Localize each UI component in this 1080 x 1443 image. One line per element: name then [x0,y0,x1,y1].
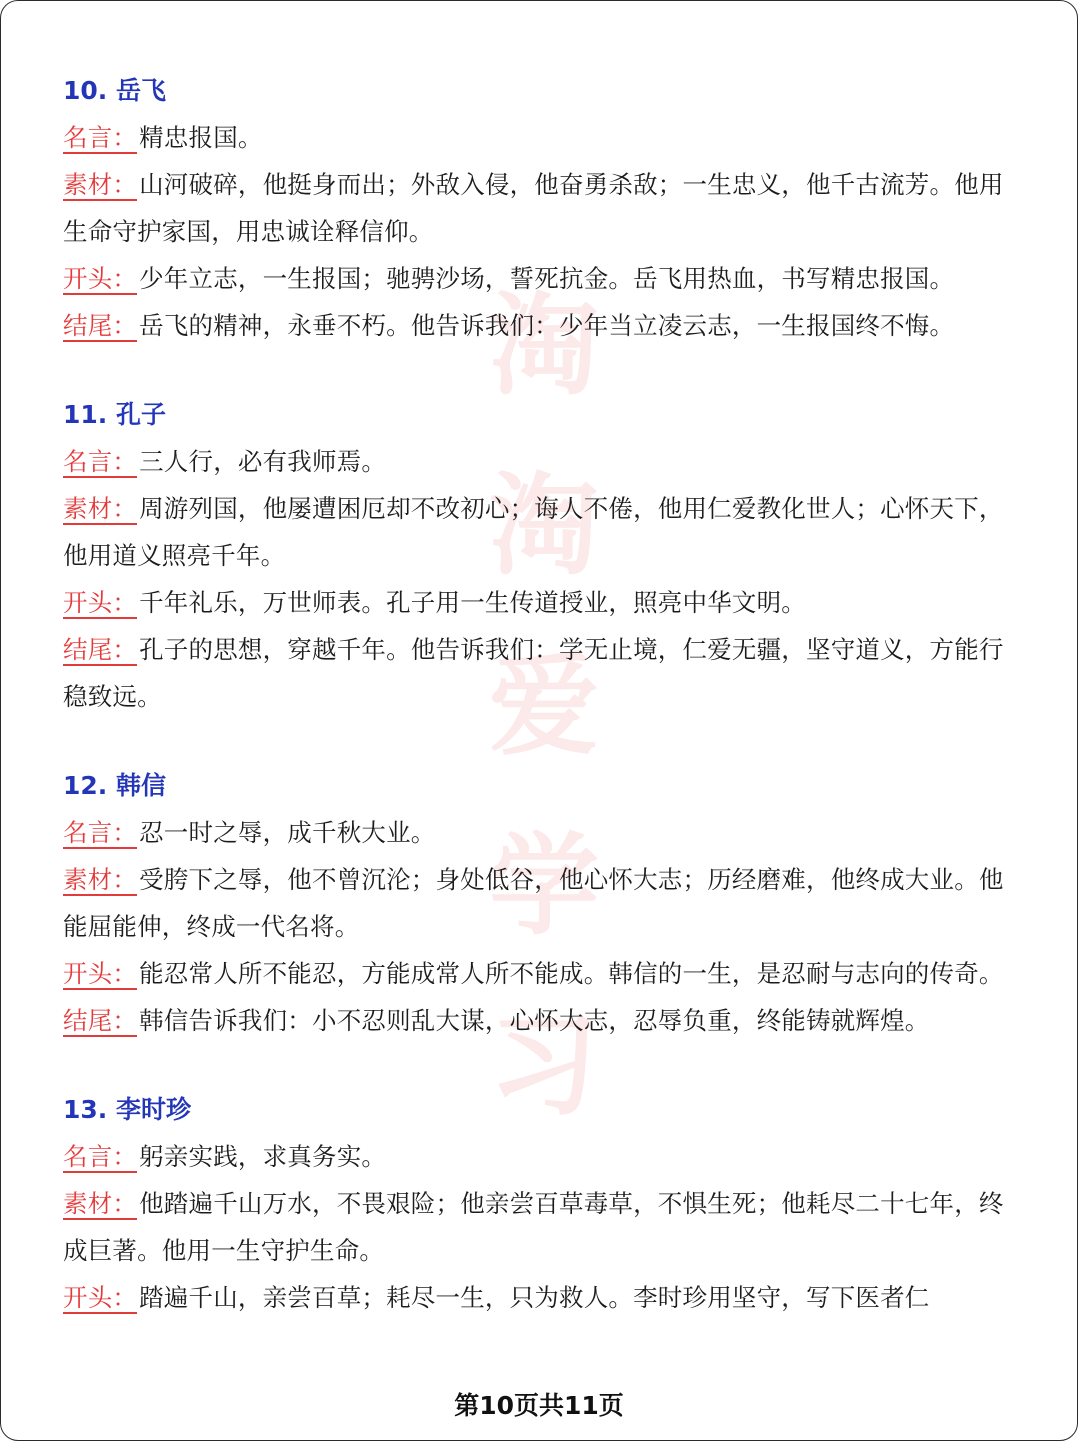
opening-paragraph [63,950,1017,997]
quote-tag: 名言： [63,123,138,152]
material-tag: 素材： [63,494,138,523]
opening-text: 少年立志，一生报国；驰骋沙场，誓死抗金。岳飞用热血，书写精忠报国。 [139,264,955,293]
quote-tag: 名言： [63,447,138,476]
section-han-xin [63,762,1017,1044]
section-title: 12. 韩信 [63,771,166,800]
quote-tag: 名言： [63,1142,138,1171]
section-yue-fei [63,67,1017,349]
ending-text: 韩信告诉我们：小不忍则乱大谋，心怀大志，忍辱负重，终能铸就辉煌。 [139,1006,930,1035]
ending-tag: 结尾： [63,635,138,664]
opening-paragraph [63,1274,1017,1321]
quote-tag: 名言： [63,818,138,847]
material-text: 山河破碎，他挺身而出；外敌入侵，他奋勇杀敌；一生忠义，他千古流芳。他用生命守护家国，用忠诚诠释信仰。 [63,170,1004,246]
quote-paragraph [63,1133,1017,1180]
quote-paragraph [63,809,1017,856]
opening-text: 踏遍千山，亲尝百草；耗尽一生，只为救人。李时珍用坚守，写下医者仁 [139,1283,930,1312]
opening-paragraph [63,579,1017,626]
material-tag: 素材： [63,170,138,199]
quote-text: 三人行，必有我师焉。 [139,447,387,476]
quote-text: 忍一时之辱，成千秋大业。 [139,818,436,847]
section-title: 10. 岳飞 [63,76,166,105]
ending-tag: 结尾： [63,311,138,340]
ending-text: 岳飞的精神，永垂不朽。他告诉我们：少年当立凌云志，一生报国终不悔。 [139,311,955,340]
watermark-char: 淘 [489,281,599,410]
opening-tag: 开头： [63,588,138,617]
material-paragraph [63,1180,1017,1274]
opening-text: 千年礼乐，万世师表。孔子用一生传道授业，照亮中华文明。 [139,588,807,617]
quote-paragraph [63,114,1017,161]
ending-paragraph [63,626,1017,720]
content-area [1,1,1077,1321]
section-title: 13. 李时珍 [63,1095,191,1124]
page-number: 第10页共11页 [454,1391,624,1420]
ending-tag: 结尾： [63,1006,138,1035]
opening-tag: 开头： [63,959,138,988]
ending-paragraph [63,302,1017,349]
material-paragraph [63,485,1017,579]
ending-text: 孔子的思想，穿越千年。他告诉我们：学无止境，仁爱无疆，坚守道义，方能行稳致远。 [63,635,1004,711]
material-text: 受胯下之辱，他不曾沉沦；身处低谷，他心怀大志；历经磨难，他终成大业。他能屈能伸，终成一代名将。 [63,865,1004,941]
quote-text: 精忠报国。 [139,123,263,152]
material-paragraph [63,856,1017,950]
section-li-shizhen [63,1086,1017,1321]
watermark-char: 爱 [489,641,599,770]
material-text: 周游列国，他屡遭困厄却不改初心；诲人不倦，他用仁爱教化世人；心怀天下，他用道义照亮千年。 [63,494,1004,570]
opening-paragraph [63,255,1017,302]
material-text: 他踏遍千山万水，不畏艰险；他亲尝百草毒草，不惧生死；他耗尽二十七年，终成巨著。他用一生守护生命。 [63,1189,1004,1265]
opening-tag: 开头： [63,1283,138,1312]
opening-text: 能忍常人所不能忍，方能成常人所不能成。韩信的一生，是忍耐与志向的传奇。 [139,959,1004,988]
material-paragraph [63,161,1017,255]
quote-text: 躬亲实践，求真务实。 [139,1142,387,1171]
section-confucius [63,391,1017,720]
watermark-char: 习 [489,1001,599,1130]
ending-paragraph [63,997,1017,1044]
material-tag: 素材： [63,865,138,894]
opening-tag: 开头： [63,264,138,293]
watermark-char: 淘 [489,461,599,590]
section-title: 11. 孔子 [63,400,166,429]
material-tag: 素材： [63,1189,138,1218]
quote-paragraph [63,438,1017,485]
watermark-char: 学 [489,821,599,950]
